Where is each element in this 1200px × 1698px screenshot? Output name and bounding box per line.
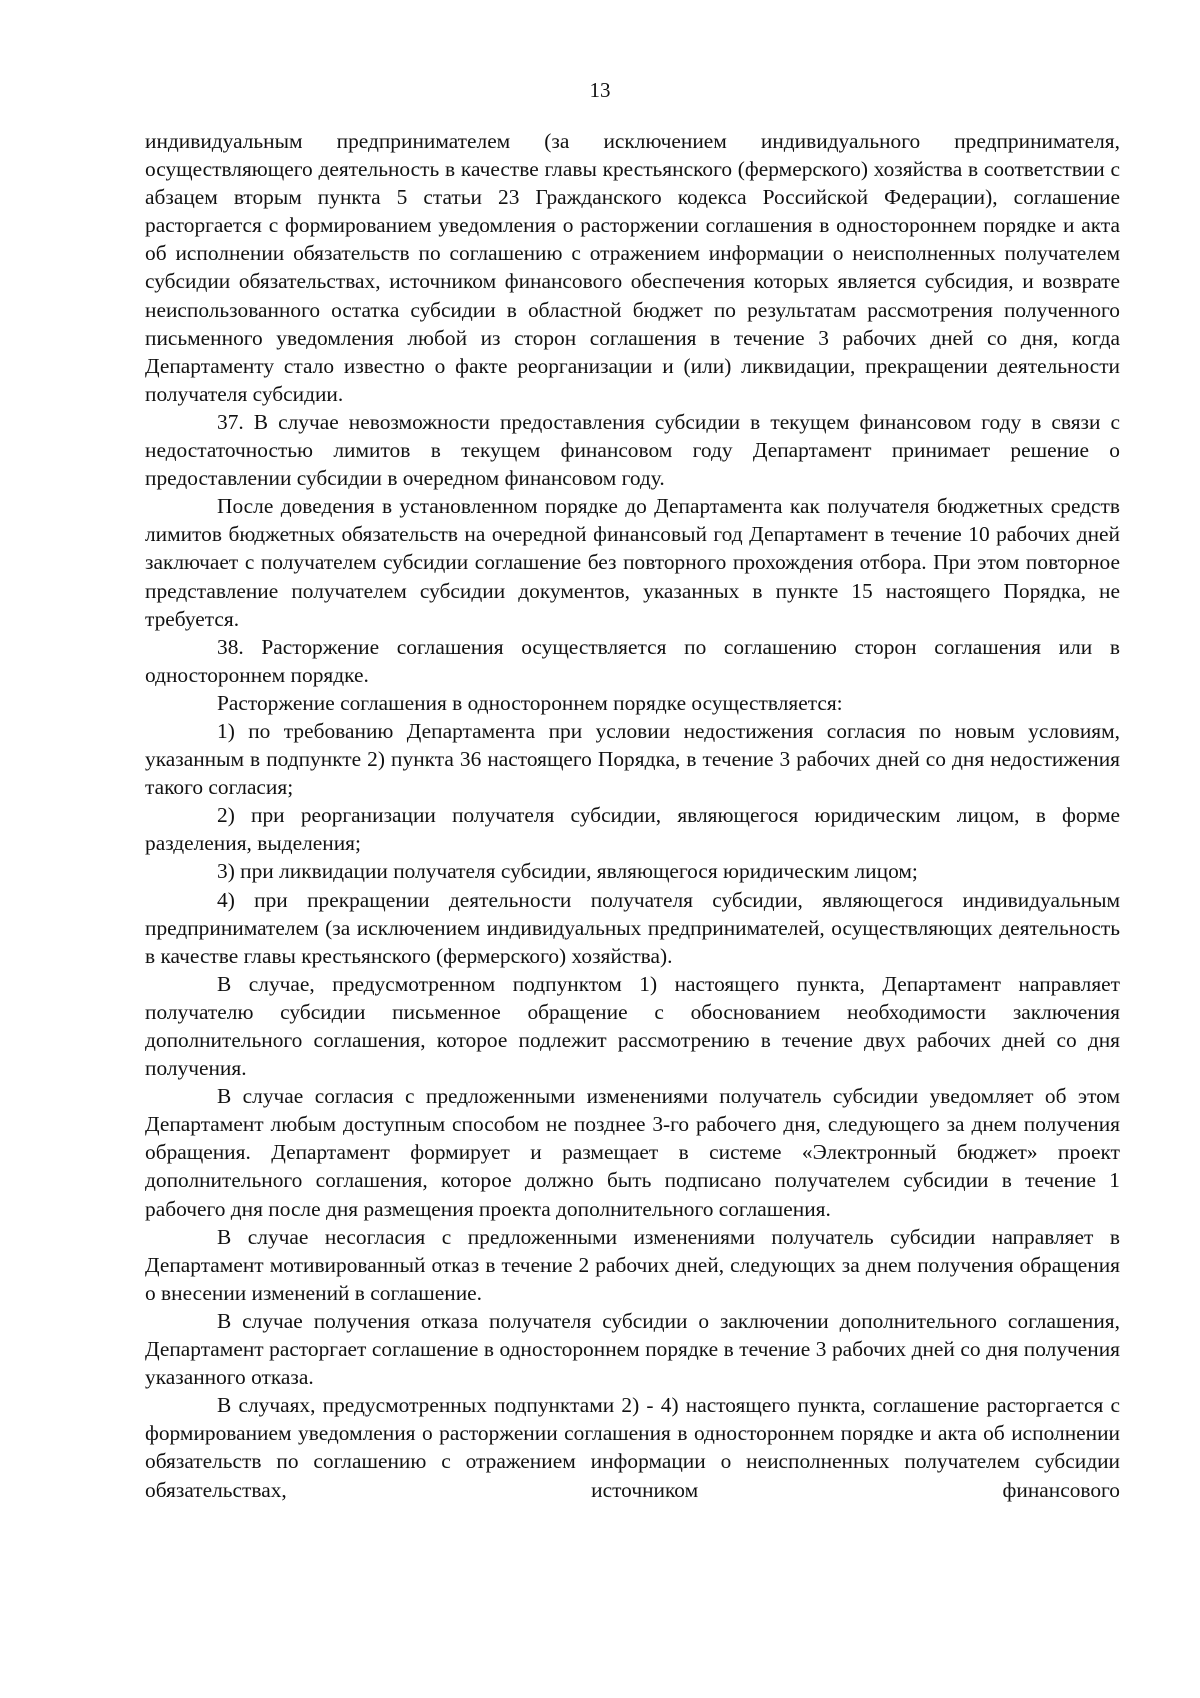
paragraph-subparagraph-1-case: В случае, предусмотренном подпунктом 1) настоящего пункта, Департамент направляет получателю субсидии письменное обращение с обоснованием необходимости заключения дополнительного соглашения, которое подлежит рассмотрению в течение двух рабочих дней со дня получения. [145, 971, 1120, 1081]
document-body [145, 127, 1120, 1504]
paragraph-after-limits: После доведения в установленном порядке до Департамента как получателя бюджетных средств лимитов бюджетных обязательств на очередной финансовый год Департамент в течение 10 рабочих дней заключает с получателем субсидии соглашение без повторного прохождения отбора. При этом повторное представление получателем субсидии документов, указанных в пункте 15 настоящего Порядка, не требуется. [145, 494, 1120, 631]
list-item-2: 2) при реорганизации получателя субсидии, являющегося юридическим лицом, в форме разделения, выделения; [145, 803, 1120, 856]
list-item-3: 3) при ликвидации получателя субсидии, являющегося юридическим лицом; [217, 859, 918, 884]
paragraph-item-38: 38. Расторжение соглашения осуществляется по соглашению сторон соглашения или в одностороннем порядке. [145, 634, 1120, 687]
paragraph-agreement-refusal: В случае несогласия с предложенными изменениями получатель субсидии направляет в Департамент мотивированный отказ в течение 2 рабочих дней, следующих за днем получения обращения о внесении изменений в соглашение. [145, 1224, 1120, 1305]
paragraph-unilateral-intro: Расторжение соглашения в одностороннем порядке осуществляется: [217, 690, 843, 715]
paragraph-continuation: индивидуальным предпринимателем (за исключением индивидуального предпринимателя, осуществляющего деятельность в качестве главы крестьянского (фермерского) хозяйства в соответствии с абзацем вторым пункта 5 статьи 23 Гражданского кодекса Российской Федерации), соглашение расторгается с формированием уведомления о расторжении соглашения в одностороннем порядке и акта об исполнении обязательств по соглашению с отражением информации о неисполненных получателем субсидии обязательствах, источником финансового обеспечения которых является субсидия, и возврате неиспользованного остатка субсидии в областной бюджет по результатам рассмотрения полученного письменного уведомления любой из сторон соглашения в течение 3 рабочих дней со дня, когда Департаменту стало известно о факте реорганизации и (или) ликвидации, прекращении деятельности получателя субсидии. [145, 129, 1120, 406]
page-number: 13 [589, 78, 611, 102]
list-item-1: 1) по требованию Департамента при условии недостижения согласия по новым условиям, указанным в подпункте 2) пункта 36 настоящего Порядка, в течение 3 рабочих дней со дня недостижения такого согласия; [145, 718, 1120, 800]
paragraph-item-37: 37. В случае невозможности предоставления субсидии в текущем финансовом году в связи с недостаточностью лимитов в текущем финансовом году Департамент принимает решение о предоставлении субсидии в очередном финансовом году. [145, 409, 1120, 491]
list-item-4: 4) при прекращении деятельности получателя субсидии, являющегося индивидуальным предпринимателем (за исключением индивидуальных предпринимателей, осуществляющих деятельность в качестве главы крестьянского (фермерского) хозяйства). [145, 887, 1120, 968]
paragraph-subparagraphs-2-4-case: В случаях, предусмотренных подпунктами 2) - 4) настоящего пункта, соглашение расторгается с формированием уведомления о расторжении соглашения в одностороннем порядке и акта об исполнении обязательств по соглашению с отражением информации о неисполненных получателем субсидии обязательствах, источником финансового [145, 1393, 1120, 1502]
paragraph-refusal-received: В случае получения отказа получателя субсидии о заключении дополнительного соглашения, Департамент расторгает соглашение в одностороннем порядке в течение 3 рабочих дней со дня получения указанного отказа. [145, 1308, 1120, 1390]
paragraph-agreement-consent: В случае согласия с предложенными изменениями получатель субсидии уведомляет об этом Департамент любым доступным способом не позднее 3-го рабочего дня, следующего за днем получения обращения. Департамент формирует и размещает в системе «Электронный бюджет» проект дополнительного соглашения, которое должно быть подписано получателем субсидии в течение 1 рабочего дня после дня размещения проекта дополнительного соглашения. [145, 1084, 1120, 1221]
